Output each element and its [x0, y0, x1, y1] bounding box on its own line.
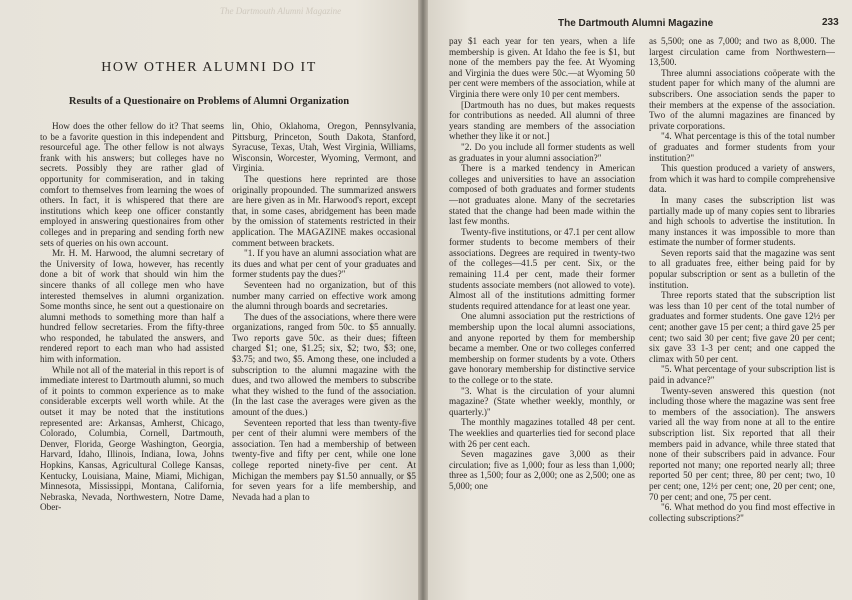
paragraph: The questions here reprinted are those originally propounded. The summarized answers are here given as in Mr. Harwood's report, except that, in some cases, abridgement has been made by the omission of statements restricted in their application. The MAGAZINE makes occasional comment between brackets.	[232, 173, 416, 248]
page-number: 233	[822, 17, 839, 28]
paragraph: lin, Ohio, Oklahoma, Oregon, Pennsylvania, Pittsburg, Princeton, South Dakota, Stanford, Syracuse, Texas, Utah, West Virginia, Williams, Wisconsin, Worcester, Wyoming, Vermont, and Virginia.	[232, 121, 416, 174]
paragraph: This question produced a variety of answers, from which it was hard to compile comprehensive data.	[649, 163, 835, 195]
paragraph: as 5,500; one as 7,000; and two as 8,000. The largest circulation came from Northwestern—13,500.	[649, 36, 835, 68]
paragraph: In many cases the subscription list was partially made up of many copies sent to libraries and high schools to advertise the institution. In many instances it was impossible to more than estimate the number of former students.	[649, 194, 835, 248]
paragraph: Three alumni associations coöperate with the student paper for which many of the alumni are subscribers. One association sends the paper to their members at the expense of the association. Two of the alumni magazines are financed by private corporations.	[649, 67, 835, 131]
paragraph: pay $1 each year for ten years, when a life membership is given. At Idaho the fee is $1, but none of the members pay the fee. At Wyoming and Virginia the dues were 50c.—at Wyoming 50 per cent were members of the association, while at Virginia there were only 10 per cent members.	[449, 36, 635, 99]
question: "6. What method do you find most effective in collecting subscriptions?"	[649, 502, 835, 523]
left-column-2	[232, 121, 416, 593]
paragraph: There is a marked tendency in American colleges and universities to have an association composed of both graduates and former students—not graduates alone. Many of the secretaries stated that the change had been made within the last few months.	[449, 163, 635, 227]
paragraph: One alumni association put the restrictions of membership upon the local alumni associations, and anyone reported by them for membership became a member. One or two colleges conferred membership on former students by a vote. Others gave honorary membership for distinctive service to the college or to the state.	[449, 311, 635, 385]
paragraph: Seventeen had no organization, but of this number many carried on effective work among the alumni through boards and secretaries.	[232, 279, 416, 312]
question: "2. Do you include all former students as well as graduates in your alumni association?"	[449, 141, 635, 163]
right-column-1	[449, 36, 635, 594]
article-subtitle: Results of a Questionaire on Problems of Alumni Organization	[68, 96, 350, 107]
paragraph: Seventeen reported that less than twenty-five per cent of their alumni were members of the association. Ten had a membership of between twenty-five and fifty per cent, while one lone college reported ninety-five per cent. At Michigan the members pay $1.50 annually, or $5 for seven years for a life membership, and Nevada had a plan to	[232, 417, 416, 502]
left-page	[0, 0, 418, 600]
question: "4. What percentage is this of the total number of graduates and former students from your institution?"	[649, 131, 835, 163]
paragraph: Twenty-five institutions, or 47.1 per cent allow former students to become members of their associations. Degrees are required in twenty-two of the colleges—41.5 per cent. Six, or the remaining 11.4 per cent, made their former students associate members (not allowed to vote). Almost all of the institutions admitting former students required attendance for at least one year.	[449, 226, 635, 311]
article-title: HOW OTHER ALUMNI DO IT	[101, 60, 317, 75]
paragraph: The dues of the associations, where there were organizations, ranged from 50c. to $5 annually. Two reports gave 50c. as their dues; fifteen charged $1; one, $1.25; six, $2; two, $3; one, $3.75; and two, $5. Among these, one included a subscription to the alumni magazine with the dues, and two allowed the members to subscribe what they wished to the fund of the association. (In the last case the averages were given as the amount of the dues.)	[232, 311, 416, 418]
paragraph: Mr. H. M. Harwood, the alumni secretary of the University of Iowa, however, has recently done a bit of work that should win him the sincere thanks of all college men who have interested themselves in alumni organization. Some months since, he sent out a questionaire on alumni methods to something more than half a hundred fellow secretaries. From the fifty-three who responded, he tabulated the answers, and rendered report to each man who had assisted him with information.	[40, 248, 224, 365]
book-gutter	[418, 0, 428, 600]
question: "1. If you have an alumni association what are its dues and what per cent of your graduates and former students pay the dues?"	[232, 248, 416, 280]
paragraph: While not all of the material in this report is of immediate interest to Dartmouth alumni, so much of it points to common experience as to make considerable excerpts well worth while. At the outset it may be noted that the institutions represented are: Arkansas, Amherst, Chicago, Colorado, Columbia, Cornell, Dartmouth, Denver, Florida, George Washington, Georgia, Harvard, Idaho, Illinois, Indiana, Iowa, Johns Hopkins, Kansas, Agricultural College Kansas, Kentucky, Louisiana, Maine, Miami, Michigan, Minnesota, Mississippi, Montana, California, Nebraska, Nevada, Northwestern, Notre Dame, Ober-	[40, 364, 224, 513]
paragraph: Seven reports said that the magazine was sent to all graduates free, either being paid for by popular subscription or sent as a bulletin of the institution.	[649, 247, 835, 290]
right-column-2	[649, 36, 835, 594]
paragraph: Seven magazines gave 3,000 as their circulation; five as 1,000; four as less than 1,000; three as 1,500; four as 2,000; one as 2,500; one as 5,000; one	[449, 449, 635, 491]
paragraph: How does the other fellow do it? That seems to be a favorite question in this independent and resourceful age. The other fellow is not always frank with his answers; but colleges have no secrets. Possibly they are rather glad of opportunity for commiseration, and in taking comfort to themselves from learning the woes of others. In fact, it is whispered that there are institutions which keep one officer constantly employed in answering questionaires from other colleges and in preparing and sending forth new sets of queries on his own account.	[40, 121, 224, 248]
running-head: The Dartmouth Alumni Magazine	[558, 18, 714, 29]
editor-comment: [Dartmouth has no dues, but makes requests for contributions as needed. All alumni of three years standing are members of the association whether they like it or not.]	[449, 99, 635, 142]
question: "5. What percentage of your subscription list is paid in advance?"	[649, 364, 835, 385]
question: "3. What is the circulation of your alumni magazine? (State whether weekly, monthly, or quarterly.)"	[449, 385, 635, 417]
paragraph: Twenty-seven answered this question (not including those where the magazine was sent free to members of the association). The answers varied all the way from none at all to the entire subscription list. Six reported that all their members paid in advance, while three stated that none of their subscribers paid in advance. Four reported not many; one reported nearly all; three reported 50 per cent; three, 80 per cent; two, 10 per cent; one, 12½ per cent; one, 20 per cent; one, 70 per cent; and one, 75 per cent.	[649, 385, 835, 502]
left-column-1	[40, 121, 224, 593]
paragraph: Three reports stated that the subscription list was less than 10 per cent of the total number of graduates and former students. One gave 12½ per cent; another gave 15 per cent; a third gave 25 per cent; two said 30 per cent; five gave 20 per cent; six gave 33 1-3 per cent; and one capped the climax with 50 per cent.	[649, 290, 835, 364]
bleed-through-text: The Dartmouth Alumni Magazine	[220, 6, 342, 16]
paragraph: The monthly magazines totalled 48 per cent. The weeklies and quarterlies tied for second place with 26 per cent each.	[449, 417, 635, 449]
